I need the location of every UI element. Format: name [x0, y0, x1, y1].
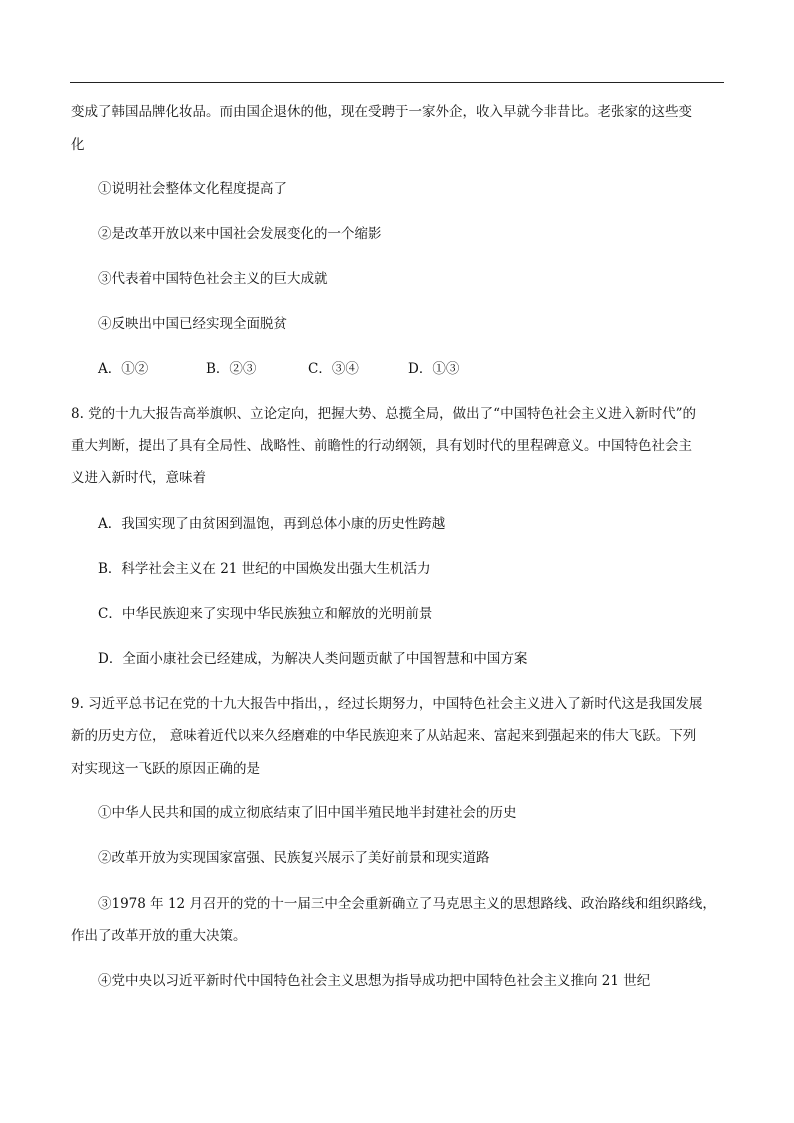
- q7-option-d[interactable]: D．①③: [408, 361, 460, 377]
- q9-statement-2: ②改革开放为实现国家富强、民族复兴展示了美好前景和现实道路: [98, 850, 490, 866]
- q7-statement-3: ③代表着中国特色社会主义的巨大成就: [98, 271, 328, 287]
- q8-stem-line-1: 8. 党的十九大报告高举旗帜、立论定向，把握大势、总揽全局，做出了“中国特色社会主义进入新时代”的: [71, 406, 696, 422]
- q9-stem-line-1: 9. 习近平总书记在党的十九大报告中指出，，经过长期努力，中国特色社会主义进入了新时代这是我国发展: [71, 696, 703, 712]
- q7-statement-4: ④反映出中国已经实现全面脱贫: [98, 316, 287, 332]
- q9-statement-3-continued: 作出了改革开放的重大决策。: [71, 928, 247, 944]
- q8-option-a[interactable]: A．我国实现了由贫困到温饱，再到总体小康的历史性跨越: [98, 516, 446, 532]
- q8-stem-line-3: 义进入新时代，意味着: [71, 470, 206, 486]
- q8-option-b[interactable]: B．科学社会主义在 21 世纪的中国焕发出强大生机活力: [98, 561, 431, 577]
- q7-options: [98, 360, 598, 378]
- q8-option-c[interactable]: C．中华民族迎来了实现中华民族独立和解放的光明前景: [98, 606, 433, 622]
- q7-statement-1: ①说明社会整体文化程度提高了: [98, 181, 287, 197]
- q9-statement-3: ③1978 年 12 月召开的党的十一届三中全会重新确立了马克思主义的思想路线、政治路线和组织路线，: [98, 896, 716, 912]
- q9-statement-1: ①中华人民共和国的成立彻底结束了旧中国半殖民地半封建社会的历史: [98, 805, 517, 821]
- q7-option-a[interactable]: A．①②: [98, 361, 149, 377]
- q9-statement-4: ④党中央以习近平新时代中国特色社会主义思想为指导成功把中国特色社会主义推向 21 世纪: [98, 973, 651, 989]
- q7-stem-line-2: 化: [71, 137, 85, 153]
- q9-stem-line-2: 新的历史方位， 意味着近代以来久经磨难的中华民族迎来了从站起来、富起来到强起来的伟大飞跃。下列: [71, 728, 697, 744]
- q8-stem-line-2: 重大判断，提出了具有全局性、战略性、前瞻性的行动纲领，具有划时代的里程碑意义。中国特色社会主: [71, 438, 692, 454]
- q7-option-c[interactable]: C．③④: [308, 361, 359, 377]
- q9-stem-line-3: 对实现这一飞跃的原因正确的是: [71, 761, 260, 777]
- q7-stem-line-1: 变成了韩国品牌化妆品。而由国企退休的他，现在受聘于一家外企，收入早就今非昔比。老张家的这些变: [71, 104, 692, 120]
- header-rule: [70, 82, 724, 83]
- q7-option-b[interactable]: B．②③: [206, 361, 257, 377]
- q7-statement-2: ②是改革开放以来中国社会发展变化的一个缩影: [98, 226, 382, 242]
- q8-option-d[interactable]: D．全面小康社会已经建成，为解决人类问题贡献了中国智慧和中国方案: [98, 651, 528, 667]
